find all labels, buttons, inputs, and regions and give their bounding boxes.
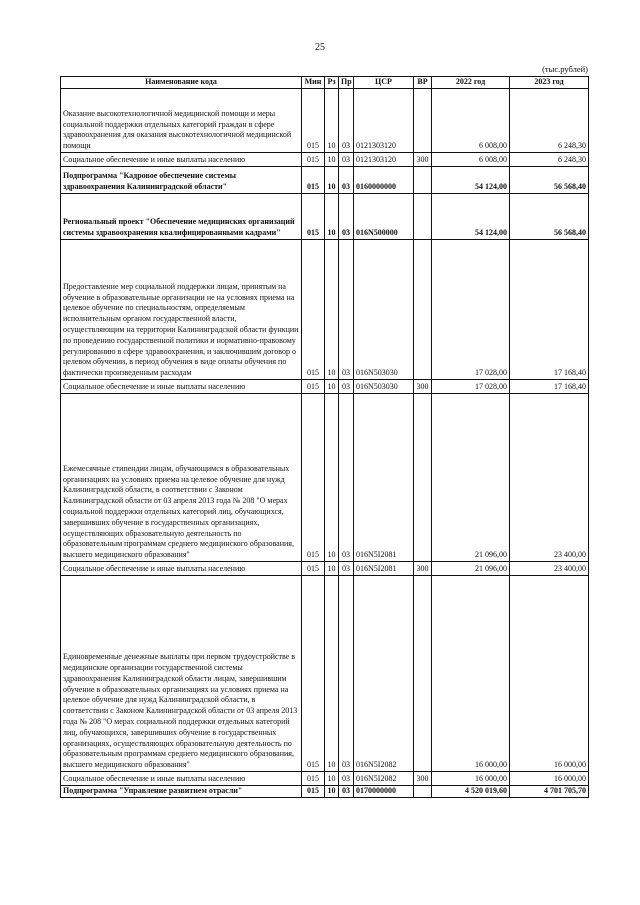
row-amount-2023: 16 000,00 xyxy=(510,772,589,786)
row-pr: 03 xyxy=(339,194,354,240)
row-amount-2022: 54 124,00 xyxy=(432,167,510,194)
row-amount-2022: 17 028,00 xyxy=(432,240,510,380)
table-row xyxy=(61,562,589,576)
row-vr: 300 xyxy=(414,772,432,786)
row-csr: 016N5I2081 xyxy=(354,394,414,562)
row-csr: 0121303120 xyxy=(354,153,414,167)
row-rz: 10 xyxy=(325,394,339,562)
table-header-row xyxy=(61,77,589,89)
row-vr: 300 xyxy=(414,380,432,394)
row-amount-2023: 23 400,00 xyxy=(510,394,589,562)
row-amount-2022: 6 008,00 xyxy=(432,153,510,167)
row-rz: 10 xyxy=(325,194,339,240)
row-vr: 300 xyxy=(414,562,432,576)
row-name: Ежемесячные стипендии лицам, обучающимся в образовательных организациях на условиях приема на целевое обучение для нужд Калининградской области, в соответствии с Законом Калининградской области от 03 апреля 2013 года № 208 "О мерах социальной поддержки отдельных категорий лиц, обучающихся, завершивших обучение в государственных организациях, осуществляющих образовательную деятельность по образовательным программам среднего медицинского образования, высшего медицинского образования" xyxy=(61,394,302,562)
row-amount-2023: 17 168,40 xyxy=(510,380,589,394)
row-pr: 03 xyxy=(339,576,354,772)
row-csr: 016N500000 xyxy=(354,194,414,240)
row-amount-2022: 16 000,00 xyxy=(432,576,510,772)
budget-table xyxy=(60,76,589,798)
row-name: Социальное обеспечение и иные выплаты населению xyxy=(61,380,302,394)
row-amount-2023: 56 568,40 xyxy=(510,194,589,240)
row-vr xyxy=(414,89,432,153)
row-amount-2022: 6 008,00 xyxy=(432,89,510,153)
col-header-rz: Рз xyxy=(325,77,339,89)
table-row xyxy=(61,153,589,167)
table-row xyxy=(61,194,589,240)
row-amount-2022: 54 124,00 xyxy=(432,194,510,240)
row-rz: 10 xyxy=(325,576,339,772)
row-rz: 10 xyxy=(325,380,339,394)
row-csr: 016N503030 xyxy=(354,240,414,380)
row-min: 015 xyxy=(302,576,325,772)
row-amount-2023: 23 400,00 xyxy=(510,562,589,576)
row-vr xyxy=(414,786,432,798)
row-name: Предоставление мер социальной поддержки лицам, принятым на обучение в образовательные организации не на условиях приема на целевое обучение по специальностям, определяемым исполнительным органом государственной власти, осуществляющим на территории Калининградской области функции по проведению государственной политики и нормативно-правовому регулированию в сфере здравоохранения, и заключившим договор о целевом обучении, в период обучения в виде оплаты обучения по фактически произведенным расходам xyxy=(61,240,302,380)
row-csr: 016N503030 xyxy=(354,380,414,394)
col-header-2023: 2023 год xyxy=(510,77,589,89)
row-pr: 03 xyxy=(339,394,354,562)
row-min: 015 xyxy=(302,194,325,240)
row-pr: 03 xyxy=(339,153,354,167)
row-name: Подпрограмма "Управление развитием отрасли" xyxy=(61,786,302,798)
table-row xyxy=(61,89,589,153)
row-rz: 10 xyxy=(325,167,339,194)
row-vr xyxy=(414,194,432,240)
row-rz: 10 xyxy=(325,562,339,576)
row-pr: 03 xyxy=(339,562,354,576)
row-min: 015 xyxy=(302,772,325,786)
row-pr: 03 xyxy=(339,772,354,786)
col-header-pr: Пр xyxy=(339,77,354,89)
row-min: 015 xyxy=(302,167,325,194)
row-amount-2022: 17 028,00 xyxy=(432,380,510,394)
table-row xyxy=(61,772,589,786)
row-vr xyxy=(414,240,432,380)
row-csr: 0160000000 xyxy=(354,167,414,194)
row-csr: 0170000000 xyxy=(354,786,414,798)
table-row xyxy=(61,576,589,772)
row-vr xyxy=(414,167,432,194)
row-min: 015 xyxy=(302,394,325,562)
row-amount-2022: 21 096,00 xyxy=(432,562,510,576)
row-amount-2022: 16 000,00 xyxy=(432,772,510,786)
row-name: Единовременные денежные выплаты при первом трудоустройстве в медицинские организации государственной системы здравоохранения Калининградской области лицам, завершившим обучение в образовательных организациях на условиях приема на целевое обучение для нужд Калининградской области, в соответствии с Законом Калининградской области от 03 апреля 2013 года № 208 "О мерах социальной поддержки отдельных категорий лиц, обучающихся, завершивших обучение в государственных организациях, осуществляющих образовательную деятельность по образовательным программам среднего медицинского образования, высшего медицинского образования" xyxy=(61,576,302,772)
row-name: Подпрограмма "Кадровое обеспечение системы здравоохранения Калининградской области" xyxy=(61,167,302,194)
units-label: (тыс.рублей) xyxy=(542,64,588,74)
row-min: 015 xyxy=(302,240,325,380)
table-row xyxy=(61,786,589,798)
row-amount-2023: 6 248,30 xyxy=(510,153,589,167)
col-header-csr: ЦСР xyxy=(354,77,414,89)
row-csr: 016N5I2081 xyxy=(354,562,414,576)
row-pr: 03 xyxy=(339,786,354,798)
table-row xyxy=(61,240,589,380)
row-amount-2023: 6 248,30 xyxy=(510,89,589,153)
col-header-name: Наименование кода xyxy=(61,77,302,89)
row-vr xyxy=(414,576,432,772)
row-pr: 03 xyxy=(339,380,354,394)
page-number: 25 xyxy=(315,42,325,53)
row-amount-2023: 17 168,40 xyxy=(510,240,589,380)
row-min: 015 xyxy=(302,153,325,167)
col-header-2022: 2022 год xyxy=(432,77,510,89)
row-amount-2023: 4 701 705,70 xyxy=(510,786,589,798)
row-pr: 03 xyxy=(339,167,354,194)
row-min: 015 xyxy=(302,562,325,576)
col-header-min: Мин xyxy=(302,77,325,89)
row-rz: 10 xyxy=(325,89,339,153)
table-row xyxy=(61,394,589,562)
table-row xyxy=(61,380,589,394)
row-rz: 10 xyxy=(325,772,339,786)
row-min: 015 xyxy=(302,380,325,394)
row-rz: 10 xyxy=(325,240,339,380)
row-name: Социальное обеспечение и иные выплаты населению xyxy=(61,772,302,786)
table-row xyxy=(61,167,589,194)
row-amount-2022: 4 520 019,60 xyxy=(432,786,510,798)
row-csr: 016N5I2082 xyxy=(354,576,414,772)
row-amount-2022: 21 096,00 xyxy=(432,394,510,562)
row-amount-2023: 16 000,00 xyxy=(510,576,589,772)
row-rz: 10 xyxy=(325,153,339,167)
row-name: Региональный проект "Обеспечение медицинских организаций системы здравоохранения квалифицированными кадрами" xyxy=(61,194,302,240)
row-min: 015 xyxy=(302,89,325,153)
row-csr: 016N5I2082 xyxy=(354,772,414,786)
row-name: Социальное обеспечение и иные выплаты населению xyxy=(61,562,302,576)
row-name: Оказание высокотехнологичной медицинской помощи и меры социальной поддержки отдельных категорий граждан в сфере здравоохранения для оказания высокотехнологичной медицинской помощи xyxy=(61,89,302,153)
row-name: Социальное обеспечение и иные выплаты населению xyxy=(61,153,302,167)
row-pr: 03 xyxy=(339,89,354,153)
row-amount-2023: 56 568,40 xyxy=(510,167,589,194)
row-rz: 10 xyxy=(325,786,339,798)
row-min: 015 xyxy=(302,786,325,798)
col-header-vr: ВР xyxy=(414,77,432,89)
row-csr: 0121303120 xyxy=(354,89,414,153)
row-vr: 300 xyxy=(414,153,432,167)
row-vr xyxy=(414,394,432,562)
row-pr: 03 xyxy=(339,240,354,380)
